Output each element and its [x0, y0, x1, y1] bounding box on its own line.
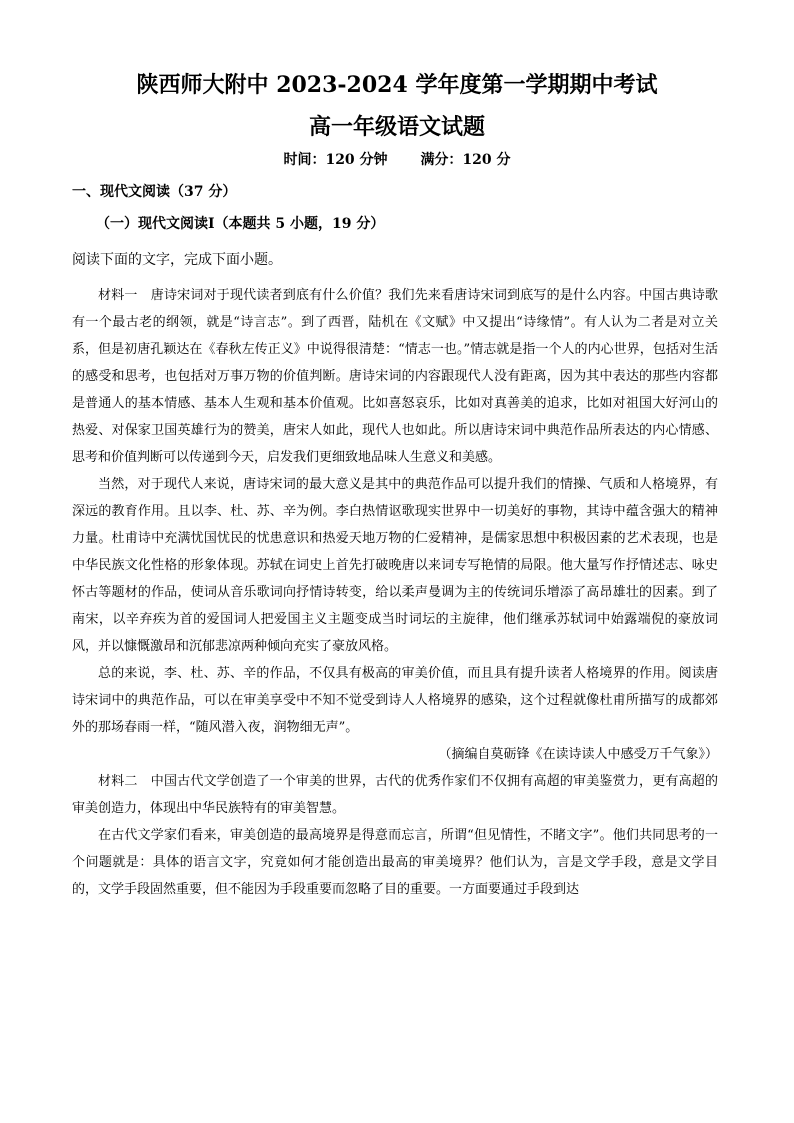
exam-time: 时间：120 分钟 [283, 152, 388, 168]
section-subheading: （一）现代文阅读Ⅰ（本题共 5 小题，19 分） [96, 216, 385, 232]
paragraph-2: 当然，对于现代人来说，唐诗宋词的最大意义是其中的典范作品可以提升我们的情操、气质和人格境界，有深远的教育作用。且以李、杜、苏、辛为例。李白热情讴歌现实世界中一切美好的事物，其诗中蕴含强大的精神力量。杜甫诗中充满忧国忧民的忧患意识和热爱天地万物的仁爱精神，是儒家思想中积极因素的艺术表现，也是中华民族文化性格的形象体现。苏轼在词史上首先打破晚唐以来词专写艳情的局限。他大量写作抒情述志、咏史怀古等题材的作品，使词从音乐歌词向抒情诗转变，给以柔声曼调为主的传统词乐增添了高昂雄壮的因素。到了南宋，以辛弃疾为首的爱国词人把爱国主义主题变成当时词坛的主旋律，他们继承苏轼词中始露端倪的豪放词风，并以慷慨激昂和沉郁悲凉两种倾向充实了豪放风格。 [72, 477, 718, 654]
paragraph-3: 总的来说，李、杜、苏、辛的作品，不仅具有极高的审美价值，而且具有提升读者人格境界的作用。阅读唐诗宋词中的典范作品，可以在审美享受中不知不觉受到诗人人格境界的感染，这个过程就像杜甫所描写的成都郊外的那场春雨一样，“随风潜入夜，润物细无声”。 [72, 666, 718, 735]
source-citation: （摘编自莫砺锋《在读诗读人中感受万千气象》） [438, 747, 718, 762]
paragraph-1: 材料一 唐诗宋词对于现代读者到底有什么价值？我们先来看唐诗宋词到底写的是什么内容。中国古典诗歌有一个最古老的纲领，就是“诗言志”。到了西晋，陆机在《文赋》中又提出“诗缘情”。有人认为二者是对立关系，但是初唐孔颖达在《春秋左传正义》中说得很清楚：“情志一也。”情志就是指一个人的内心世界，包括对生活的感受和思考，也包括对万事万物的价值判断。唐诗宋词的内容跟现代人没有距离，因为其中表达的那些内容都是普通人的基本情感、基本人生观和基本价值观。比如喜怒哀乐，比如对真善美的追求，比如对祖国大好河山的热爱、对保家卫国英雄行为的赞美，唐宋人如此，现代人也如此。所以唐诗宋词中典范作品所表达的内心情感、思考和价值判断可以传递到今天，启发我们更细致地品味人生意义和美感。 [72, 288, 718, 465]
reading-instruction: 阅读下面的文字，完成下面小题。 [72, 252, 282, 268]
section-heading: 一、现代文阅读（37 分） [72, 184, 237, 200]
exam-title: 陕西师大附中 2023-2024 学年度第一学期期中考试 [136, 72, 658, 98]
exam-meta [0, 150, 794, 170]
exam-score: 满分：120 分 [420, 152, 511, 168]
paragraph-5: 在古代文学家们看来，审美创造的最高境界是得意而忘言，所谓“但见情性，不睹文字”。他们共同思考的一个问题就是：具体的语言文字，究竟如何才能创造出最高的审美境界？他们认为，言是文学手段，意是文学目的，文学手段固然重要，但不能因为手段重要而忽略了目的重要。一方面要通过手段到达 [72, 828, 718, 897]
exam-subtitle: 高一年级语文试题 [308, 114, 485, 140]
reading-passage [72, 282, 718, 903]
paragraph-4: 材料二 中国古代文学创造了一个审美的世界，古代的优秀作家们不仅拥有高超的审美鉴赏力，更有高超的审美创造力，体现出中华民族特有的审美智慧。 [72, 774, 718, 816]
